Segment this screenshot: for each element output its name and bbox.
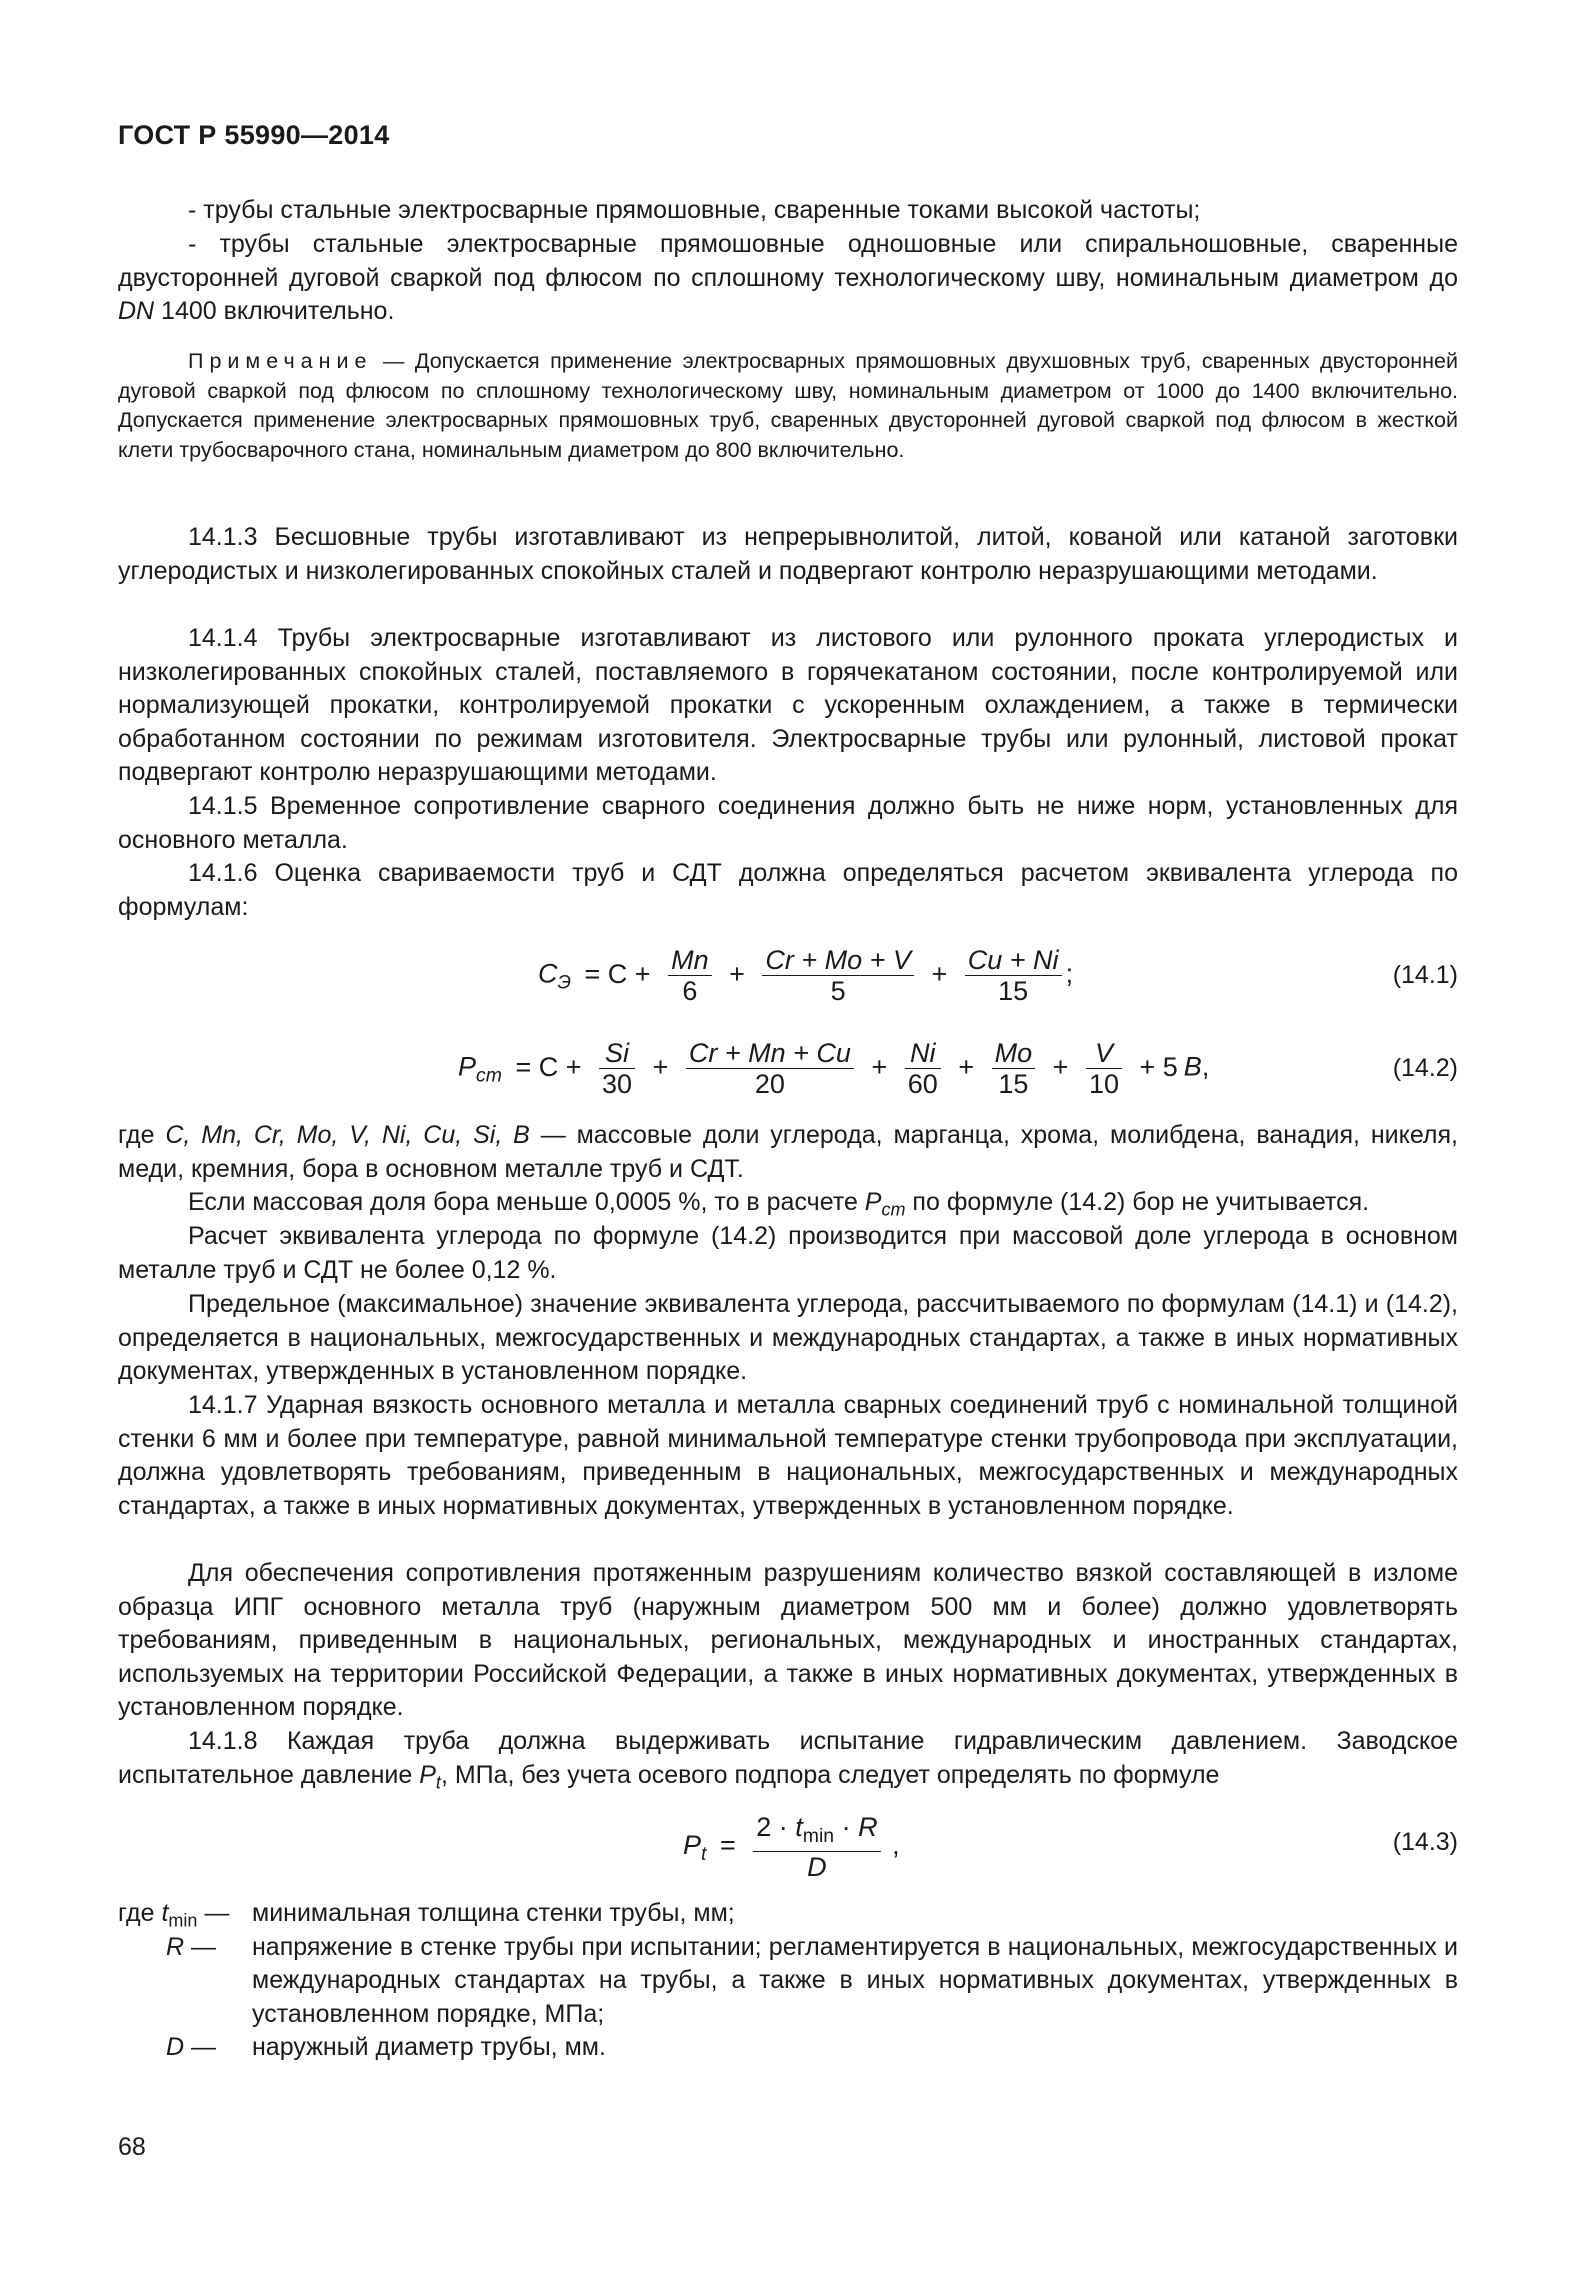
list-item-hf-pipes: - трубы стальные электросварные прямошовные, сваренные токами высокой частоты;	[188, 196, 1201, 224]
formula-number: (14.1)	[1392, 961, 1458, 989]
ipg-paragraph: Для обеспечения сопротивления протяженным разрушениям количество вязкой составляющей в изломе образца ИПГ основного металла труб (наружным диаметром 500 мм и более) должно удовлетворять требованиям, приведенным в национальных, региональных, международных и иностранных стандартах, используемых на территории Российской Федерации, а также в иных нормативных документах, утвержденных в установленном порядке.	[118, 1559, 1458, 1721]
note-paragraph: Примечание — Допускается применение электросварных прямошовных двухшовных труб, сваренных двусторонней дуговой сваркой под флюсом по сплошному технологическому шву, номинальным диаметром от 1000 до 1400 включительно. Допускается применение электросварных прямошовных труб, сваренных двусторонней дуговой сваркой под флюсом в жесткой клети трубосварочного стана, номинальным диаметром до 800 включительно.	[118, 349, 1458, 462]
paragraph-14-1-3: 14.1.3 Бесшовные трубы изготавливают из непрерывнолитой, литой, кованой или катаной заготовки углеродистых и низколегированных спокойных сталей и подвергают контролю неразрушающими методами.	[118, 523, 1458, 585]
page-number: 68	[118, 2133, 146, 2161]
limit-paragraph: Предельное (максимальное) значение эквивалента углерода, рассчитываемого по формулам (14.1) и (14.2), определяется в национальных, межгосударственных и международных стандартах, а также в иных нормативных документах, утвержденных в установленном порядке.	[118, 1290, 1458, 1385]
paragraph-14-1-8: 14.1.8 Каждая труба должна выдерживать испытание гидравлическим давлением. Заводское испытательное давление $P_t$, МПа, без учета осевого подпора следует определять по формуле	[118, 1727, 1458, 1792]
definition-item: где $t_{min}$ — минимальная толщина стенки трубы, мм;	[118, 1899, 735, 1931]
formula-14-1: $C_Э = C$ + $\frac{Mn}{6}$ + $\frac{Cr + Mo + V}{5}$ + $\frac{Cu + Ni}{15}$ ; (14.1)	[538, 945, 1458, 1006]
note-label: Примечание	[188, 349, 373, 373]
formula-14-3: $P_t$ = $\frac{2 \cdot t_{min} \cdot R}{D}$ , (14.3)	[683, 1812, 1458, 1882]
boron-note: Если массовая доля бора меньше 0,0005 %, то в расчете $P_{cm}$ по формуле (14.2) бор не учитывается.	[188, 1188, 1370, 1220]
list-item-saw-pipes: - трубы стальные электросварные прямошовные одношовные или спиральношовные, сваренные двусторонней дуговой сваркой под флюсом по сплошному технологическому шву, номинальным диаметром до DN 1400 включительно.	[118, 230, 1458, 325]
paragraph-14-1-4: 14.1.4 Трубы электросварные изготавливают из листового или рулонного проката углеродистых и низколегированных спокойных сталей, поставляемого в горячекатаном состоянии, после контролируемой или нормализующей прокатки, контролируемой прокатки с ускоренным охлаждением, а также в термически обработанном состоянии по режимам изготовителя. Электросварные трубы или рулонный, листовой прокат подвергают контролю неразрушающими методами.	[118, 624, 1458, 786]
definitions-list	[118, 1897, 1458, 2065]
formula-number: (14.3)	[1392, 1828, 1458, 1856]
paragraph-14-1-6: 14.1.6 Оценка свариваемости труб и СДТ должна определяться расчетом эквивалента углерода по формулам:	[118, 859, 1458, 921]
formula-14-2: $P_{cm} = C$ + $\frac{Si}{30}$ + $\frac{Cr + Mn + Cu}{20}$ + $\frac{Ni}{60}$ + $\frac{Mo}{15}$ + $\frac{V}{10}$ + 5 B, (14.2)	[458, 1038, 1458, 1099]
paragraph-14-1-5: 14.1.5 Временное сопротивление сварного соединения должно быть не ниже норм, установленных для основного металла.	[118, 792, 1458, 854]
definition-item: D — наружный диаметр трубы, мм.	[166, 2033, 606, 2061]
document-header: ГОСТ Р 55990—2014	[118, 120, 390, 150]
paragraph-14-1-7: 14.1.7 Ударная вязкость основного металла и металла сварных соединений труб с номинальной толщиной стенки 6 мм и более при температуре, равной минимальной температуре стенки трубопровода при эксплуатации, должна удовлетворять требованиям, приведенным в национальных, межгосударственных и международных стандартах, а также в иных нормативных документах, утвержденных в установленном порядке.	[118, 1391, 1458, 1520]
variables-explanation: где C, Mn, Cr, Mo, V, Ni, Cu, Si, B — массовые доли углерода, марганца, хрома, молибдена, ванадия, никеля, меди, кремния, бора в основном металле труб и СДТ.	[118, 1121, 1459, 1183]
carbon-calc-paragraph: Расчет эквивалента углерода по формуле (14.2) производится при массовой доле углерода в основном металле труб и СДТ не более 0,12 %.	[118, 1222, 1458, 1284]
definition-item: R — напряжение в стенке трубы при испытании; регламентируется в национальных, межгосударственных и международных стандартах на трубы, а также в иных нормативных документах, утвержденных в установленном порядке, МПа;	[166, 1932, 1458, 2028]
formula-number: (14.2)	[1392, 1054, 1458, 1082]
